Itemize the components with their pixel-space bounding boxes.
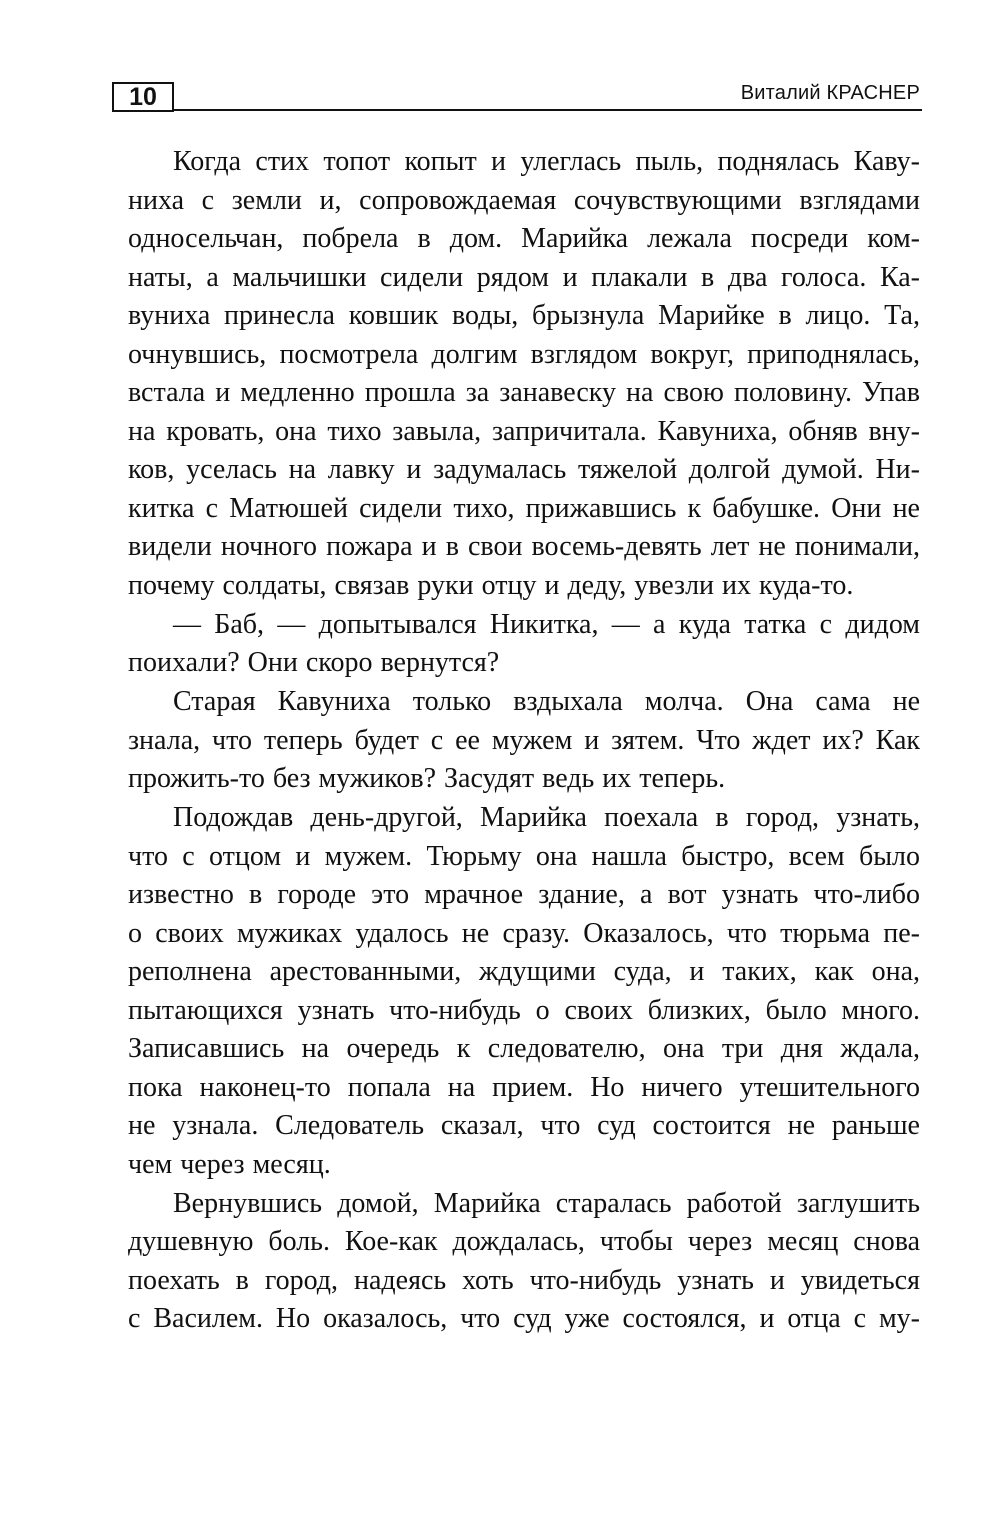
text-line: — Баб, — допытывался Никитка, — а куда татка с дидом — [173, 608, 920, 640]
text-line: реполнена арестованными, ждущими суда, и таких, как она, — [128, 956, 920, 987]
text-line: прожить-то без мужиков? Засудят ведь их теперь. — [128, 763, 726, 794]
text-line: пытающихся узнать что-нибудь о своих близких, было много. — [128, 994, 920, 1026]
text-line: Записавшись на очередь к следователю, она три дня ждала, — [128, 1033, 920, 1064]
text-line: поихали? Они скоро вернутся? — [128, 647, 500, 678]
text-line: Старая Кавуниха только вздыхала молча. Она сама не — [173, 686, 920, 717]
text-line: очнувшись, посмотрела долгим взглядом вокруг, приподнялась, — [128, 338, 920, 370]
paragraph — [128, 1185, 920, 1339]
text-line: о своих мужиках удалось не сразу. Оказалось, что тюрьма пе- — [128, 917, 920, 949]
page-header — [112, 82, 922, 116]
text-line: встала и медленно прошла за занавеску на свою половину. Упав — [128, 377, 920, 408]
running-head-author: Виталий КРАСНЕР — [740, 82, 920, 104]
body-text — [128, 143, 920, 1339]
text-line: душевную боль. Кое-как дождалась, чтобы через месяц снова — [128, 1226, 920, 1257]
text-line: знала, что теперь будет с ее мужем и зятем. Что ждет их? Как — [128, 724, 920, 756]
text-line: китка с Матюшей сидели тихо, прижавшись к бабушке. Они не — [128, 492, 920, 524]
text-line: на кровать, она тихо завыла, запричитала. Кавуниха, обняв вну- — [128, 415, 920, 447]
paragraph — [128, 143, 920, 605]
text-line: почему солдаты, связав руки отцу и деду, увезли их куда-то. — [128, 569, 854, 601]
page-number: 10 — [112, 82, 174, 112]
text-line: Подождав день-другой, Марийка поехала в город, узнать, — [173, 802, 920, 833]
text-line: с Василем. Но оказалось, что суд уже состоялся, и отца с му- — [128, 1303, 920, 1334]
text-line: видели ночного пожара и в свои восемь-девять лет не понимали, — [128, 531, 920, 562]
text-line: ниха с земли и, сопровождаемая сочувствующими взглядами — [128, 184, 920, 216]
text-line: поехать в город, надеясь хоть что-нибудь узнать и увидеться — [128, 1264, 920, 1296]
text-line: наты, а мальчишки сидели рядом и плакали в два голоса. Ка- — [128, 261, 920, 293]
paragraph — [128, 606, 920, 683]
text-line: Когда стих топот копыт и улеглась пыль, поднялась Каву- — [173, 146, 920, 177]
text-line: известно в городе это мрачное здание, а вот узнать что-либо — [128, 879, 920, 910]
text-line: вуниха принесла ковшик воды, брызнула Марийке в лицо. Та, — [128, 300, 920, 331]
text-line: ков, уселась на лавку и задумалась тяжелой долгой думой. Ни- — [128, 454, 920, 485]
text-line: не узнала. Следователь сказал, что суд состоится не раньше — [128, 1110, 920, 1141]
paragraph — [128, 683, 920, 799]
text-line: что с отцом и мужем. Тюрьму она нашла быстро, всем было — [128, 840, 920, 872]
text-line: пока наконец-то попала на прием. Но ничего утешительного — [128, 1071, 920, 1103]
text-line: односельчан, побрела в дом. Марийка лежала посреди ком- — [128, 223, 920, 254]
paragraph — [128, 799, 920, 1184]
text-line: чем через месяц. — [128, 1148, 331, 1180]
header-rule — [174, 109, 922, 111]
text-line: Вернувшись домой, Марийка старалась работой заглушить — [173, 1187, 920, 1219]
